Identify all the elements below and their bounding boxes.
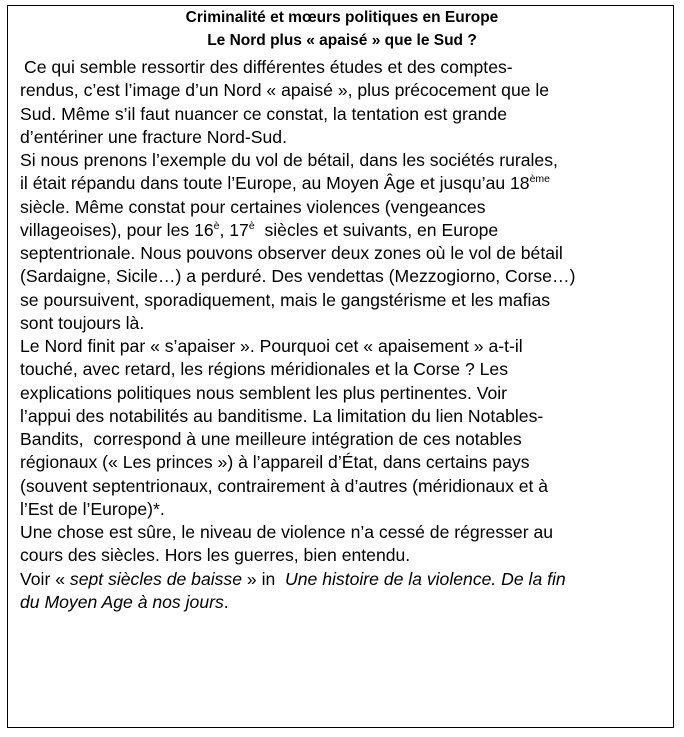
text-line	[20, 172, 666, 195]
text-line: (souvent septentrionaux, contrairement à d’autres (méridionaux et à	[20, 475, 549, 496]
text-run: siècles et suivants, en Europe	[254, 219, 499, 240]
text-run: .	[223, 591, 229, 612]
text-line: Si nous prenons l’exemple du vol de bétail, dans les sociétés rurales,	[20, 150, 558, 170]
text-line: Sud. Même s’il faut nuancer ce constat, la tentation est grande	[20, 103, 508, 124]
text-run: il était répandu dans toute l’Europe, au Moyen Âge et jusqu’au 18	[20, 173, 530, 194]
text-line: siècle. Même constat pour certaines violences (vengeances	[20, 196, 486, 217]
book-title: du Moyen Age à nos jours	[20, 591, 224, 612]
text-line	[20, 219, 666, 242]
text-line: l’appui des notabilités au banditisme. La limitation du lien Notables-	[20, 405, 544, 426]
text-line: Bandits, correspond à une meilleure intégration de ces notables	[20, 429, 522, 449]
superscript: è	[248, 219, 255, 232]
text-line: sont toujours là.	[20, 312, 145, 333]
superscript: è	[213, 219, 220, 232]
title-line-1: Criminalité et mœurs politiques en Europe	[185, 9, 499, 26]
text-line: Une chose est sûre, le niveau de violence n’a cessé de régresser au	[20, 522, 554, 542]
text-line: Le Nord finit par « s’apaiser ». Pourquoi cet « apaisement » a-t-il	[20, 336, 523, 356]
document-body	[20, 56, 666, 614]
book-title: Une histoire de la violence. De la fin	[285, 568, 566, 589]
superscript: ème	[529, 173, 551, 186]
text-line: d’entériner une fracture Nord-Sud.	[20, 126, 287, 147]
text-run: » in	[242, 568, 286, 589]
title-line-2: Le Nord plus « apaisé » que le Sud ?	[207, 32, 477, 49]
text-line: rendus, c’est l’image d’un Nord « apaisé », plus précocement que le	[20, 80, 550, 101]
text-line: régionaux (« Les princes ») à l’appareil d’État, dans certains pays	[20, 452, 530, 473]
text-line: touché, avec retard, les régions méridionales et la Corse ? Les	[20, 359, 508, 380]
text-run: Voir «	[20, 568, 70, 589]
text-line: se poursuivent, sporadiquement, mais le gangstérisme et les mafias	[20, 289, 551, 310]
text-line: cours des siècles. Hors les guerres, bien entendu.	[20, 545, 411, 566]
reference-line	[20, 568, 666, 591]
text-line: Ce qui semble ressortir des différentes études et des comptes-	[24, 57, 513, 77]
text-line: l’Est de l’Europe)*.	[20, 498, 165, 519]
text-run: , 17	[219, 219, 249, 240]
text-line: (Sardaigne, Sicile…) a perduré. Des vendettas (Mezzogiorno, Corse…)	[20, 266, 576, 287]
text-line: explications politiques nous semblent les plus pertinentes. Voir	[20, 382, 508, 403]
text-run: villageoises), pour les 16	[20, 219, 214, 240]
italic-text: sept siècles de baisse	[69, 568, 243, 589]
text-line: septentrionale. Nous pouvons observer deux zones où le vol de bétail	[20, 243, 563, 263]
reference-line	[20, 591, 666, 614]
